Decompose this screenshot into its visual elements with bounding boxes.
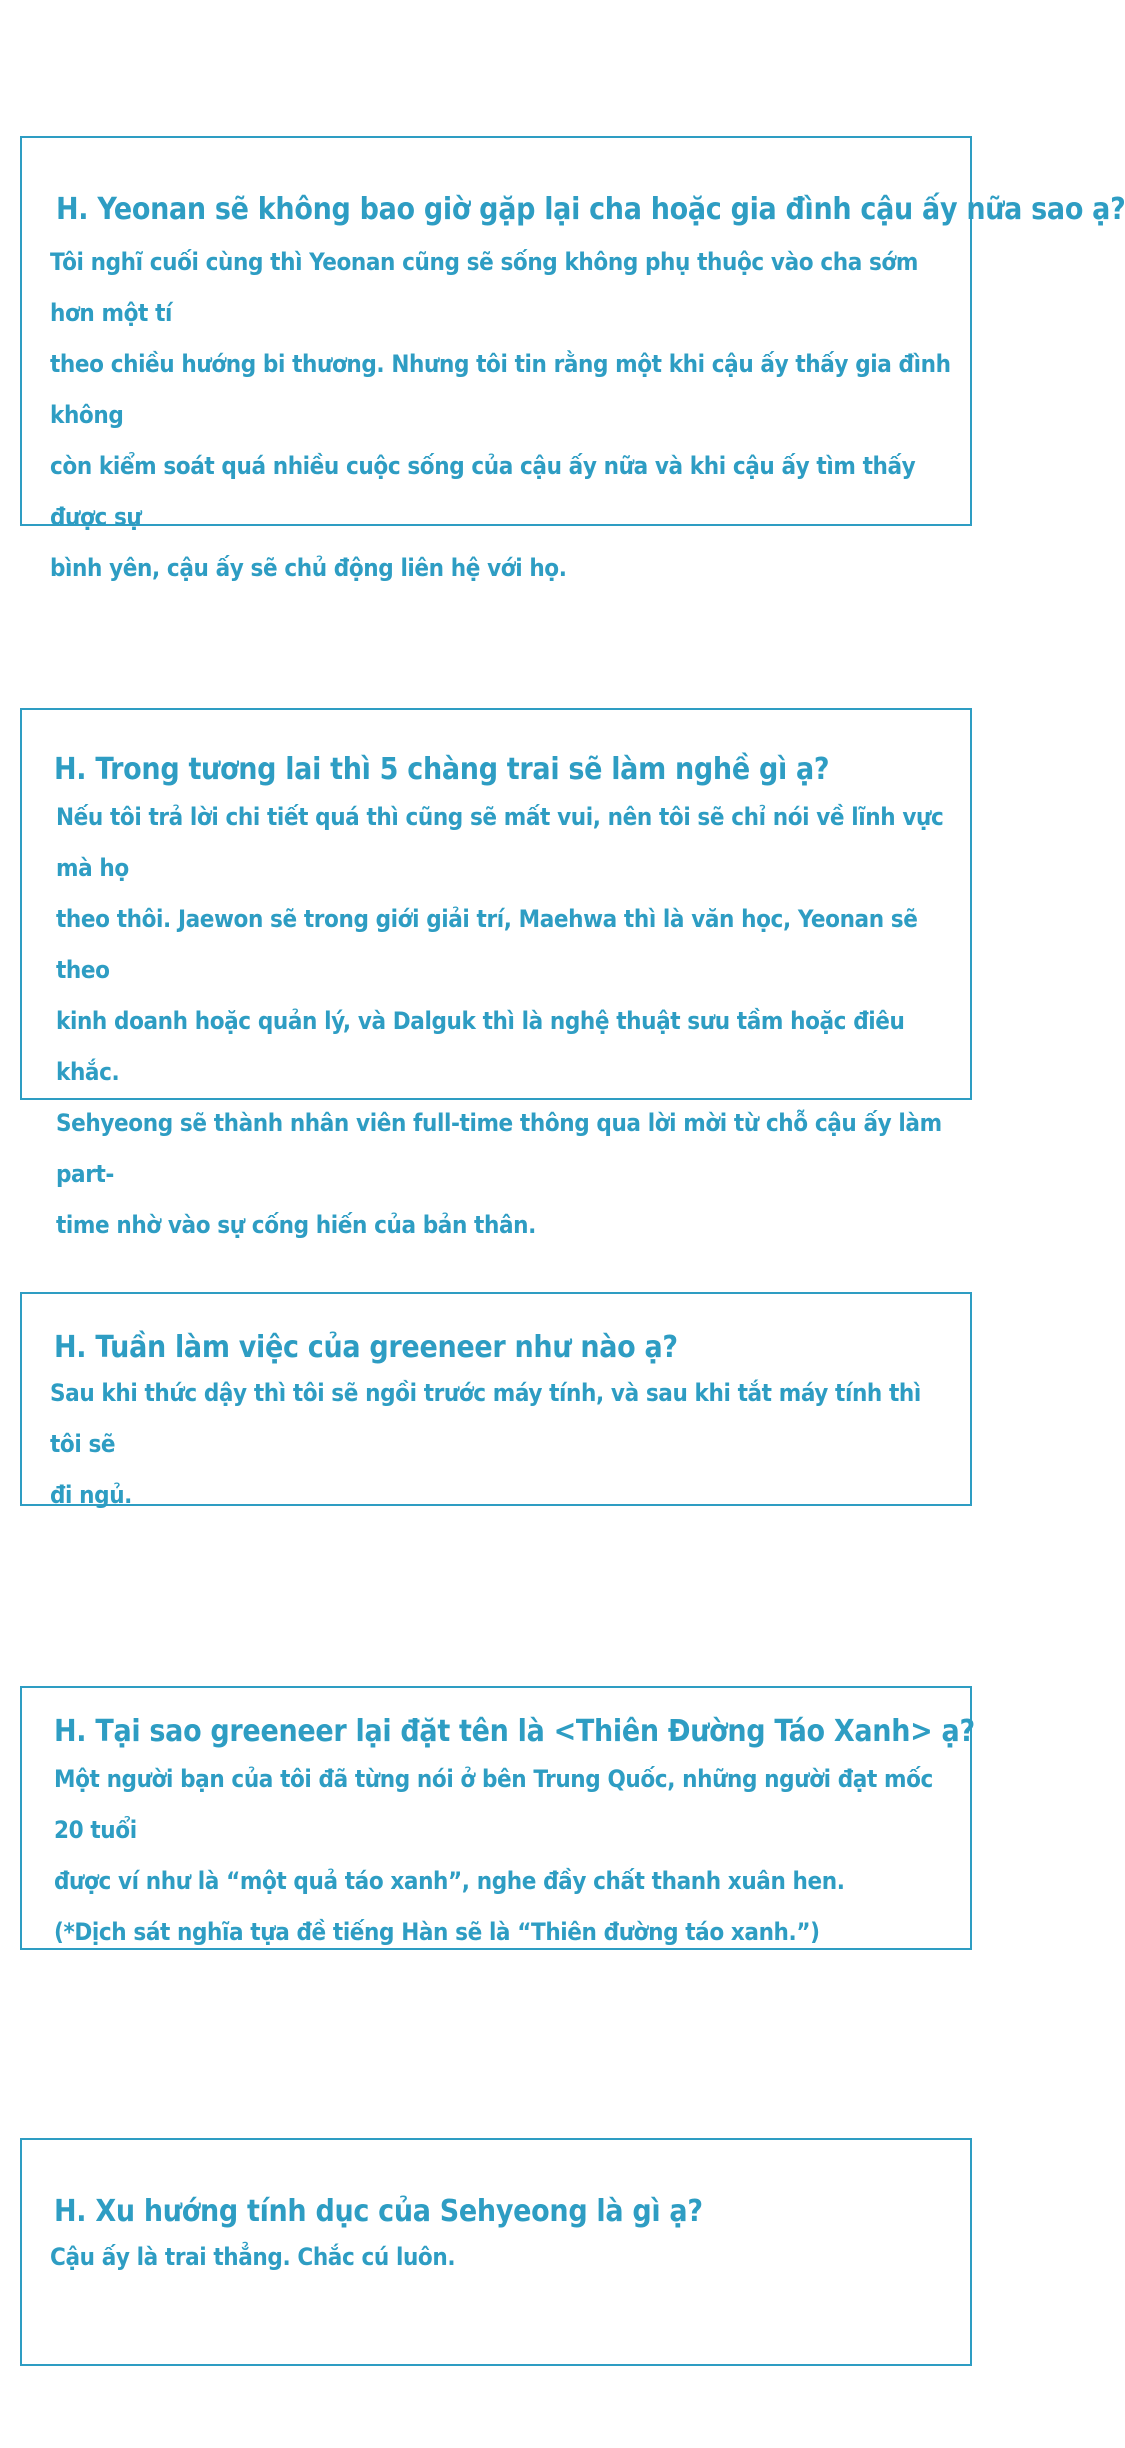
answer-text: Nếu tôi trả lời chi tiết quá thì cũng sẽ mất vui, nên tôi sẽ chỉ nói về lĩnh vực mà họ theo thôi. Jaewon sẽ trong giới giải trí, Maehwa thì là văn học, Yeonan sẽ theo kinh doanh hoặc quản lý, và Dalguk thì là nghệ thuật sưu tầm hoặc điêu khắc. Sehyeong sẽ thành nhân viên full-time thông qua lời mời từ chỗ cậu ấy làm part- time nhờ vào sự cống hiến của bản thân. [56,803,944,1239]
qa-box-title-origin [20,1686,975,1950]
answer-text: Sau khi thức dậy thì tôi sẽ ngồi trước máy tính, và sau khi tắt máy tính thì tôi sẽ đi ngủ. [50,1379,921,1509]
question-text: H. Tại sao greeneer lại đặt tên là <Thiên Đường Táo Xanh> ạ? [54,1714,975,1749]
question-text: H. Yeonan sẽ không bao giờ gặp lại cha hoặc gia đình cậu ấy nữa sao ạ? [56,192,1125,227]
qa-box-work-week [20,1292,972,1509]
question-text: H. Tuần làm việc của greeneer như nào ạ? [54,1330,678,1365]
qa-box-future-jobs [20,708,972,1239]
answer-text: Tôi nghĩ cuối cùng thì Yeonan cũng sẽ sống không phụ thuộc vào cha sớm hơn một tí theo chiều hướng bi thương. Nhưng tôi tin rằng một khi cậu ấy thấy gia đình không còn kiểm soát quá nhiều cuộc sống của cậu ấy nữa và khi cậu ấy tìm thấy được sự bình yên, cậu ấy sẽ chủ động liên hệ với họ. [50,248,951,582]
question-text: H. Xu hướng tính dục của Sehyeong là gì ạ? [54,2194,703,2229]
qa-box-sehyeong-orientation [20,2138,972,2366]
qa-box-yeonan-family [20,136,1125,582]
answer-text: Một người bạn của tôi đã từng nói ở bên Trung Quốc, những người đạt mốc 20 tuổi được ví như là “một quả táo xanh”, nghe đầy chất thanh xuân hen. (*Dịch sát nghĩa tựa đề tiếng Hàn sẽ là “Thiên đường táo xanh.”) [54,1765,933,1946]
answer-text: Cậu ấy là trai thẳng. Chắc cú luôn. [50,2243,456,2271]
question-text: H. Trong tương lai thì 5 chàng trai sẽ làm nghề gì ạ? [54,752,830,787]
